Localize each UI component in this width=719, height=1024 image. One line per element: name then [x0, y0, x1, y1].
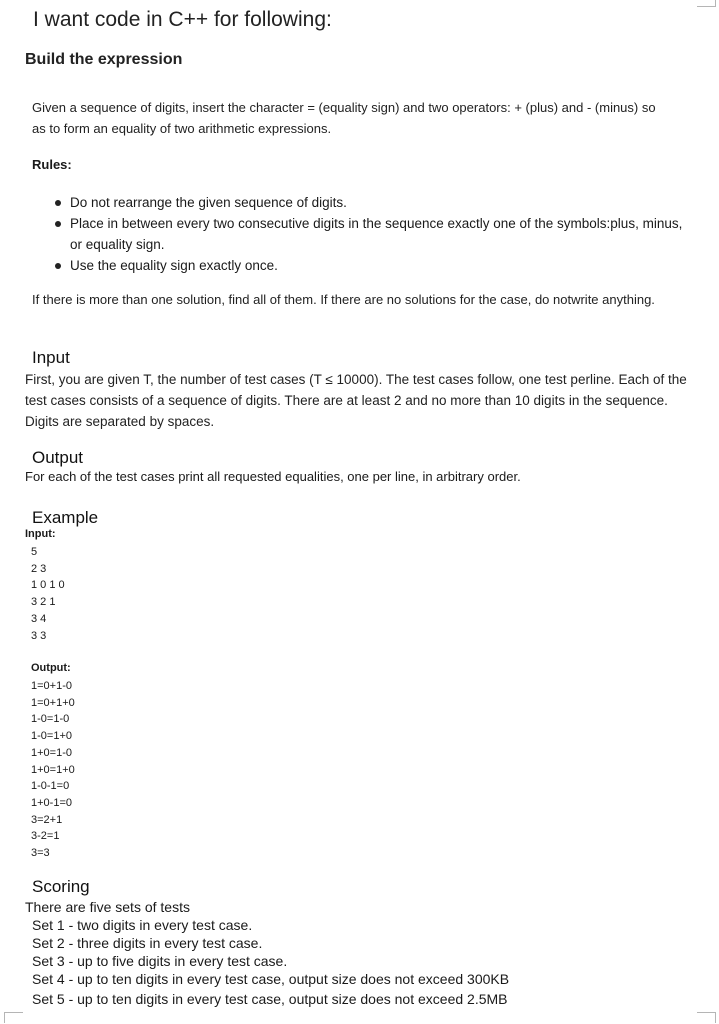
example-input-label: Input: [25, 528, 56, 540]
rule-item: Do not rearrange the given sequence of digits. [52, 192, 692, 213]
scoring-set-item: Set 1 - two digits in every test case. [32, 917, 253, 933]
example-input-lines [31, 544, 65, 644]
rules-list [52, 192, 692, 276]
example-input-line: 3 4 [31, 612, 47, 625]
example-input-line: 5 [31, 546, 38, 558]
example-input-line: 3 2 1 [31, 596, 56, 609]
problem-title: Build the expression [25, 51, 183, 68]
rule-item: Use the equality sign exactly once. [52, 255, 692, 276]
scoring-set-item: Set 5 - up to ten digits in every test case, output size does not exceed 2.5MB [32, 991, 508, 1007]
example-heading: Example [32, 508, 99, 527]
example-input-line: 3 3 [31, 629, 47, 642]
example-output-line: 3=3 [31, 847, 50, 860]
page-corner-mark [697, 0, 716, 7]
multiple-solutions-note: If there is more than one solution, find all of them. If there are no solutions for the case, do notwrite anything. [32, 292, 655, 307]
example-output-line: 1=0+1-0 [31, 680, 72, 692]
example-input-line: 2 3 [31, 562, 47, 575]
problem-intro: Given a sequence of digits, insert the character = (equality sign) and two operators: + (plus) and - (minus) so as to form an equality of two arithmetic expressions. [32, 100, 656, 136]
scoring-set-item: Set 3 - up to five digits in every test case. [32, 953, 288, 969]
example-output-line: 1-0=1-0 [31, 713, 70, 726]
example-output-line: 3=2+1 [31, 813, 63, 826]
scoring-set-item: Set 2 - three digits in every test case. [32, 935, 263, 951]
example-input-line: 1 0 1 0 [31, 579, 65, 592]
question-title: I want code in C++ for following: [33, 8, 332, 31]
page-corner-mark [4, 1012, 23, 1023]
rule-item: Place in between every two consecutive digits in the sequence exactly one of the symbols:plus, minus, or equality sign. [52, 213, 692, 255]
example-output-line: 1-0-1=0 [31, 780, 70, 793]
rules-heading: Rules: [32, 157, 72, 172]
example-output-line: 3-2=1 [31, 830, 60, 843]
example-output-line: 1+0-1=0 [31, 796, 72, 809]
example-output-line: 1-0=1+0 [31, 730, 72, 743]
scoring-intro: There are five sets of tests [25, 899, 190, 915]
output-description: For each of the test cases print all requested equalities, one per line, in arbitrary order. [25, 469, 521, 484]
example-output-lines [31, 678, 75, 862]
input-description: First, you are given T, the number of test cases (T ≤ 10000). The test cases follow, one test perline. Each of the test cases consists of a sequence of digits. There are at least 2 and no more than 10 digits in the sequence. Digits are separated by spaces. [25, 372, 687, 429]
example-output-line: 1+0=1-0 [31, 746, 72, 759]
scoring-heading: Scoring [32, 877, 90, 896]
page-corner-mark [697, 1012, 716, 1023]
example-output-line: 1=0+1+0 [31, 696, 75, 709]
scoring-sets [32, 916, 509, 1008]
example-output-label: Output: [31, 662, 71, 674]
example-output-line: 1+0=1+0 [31, 763, 75, 776]
scoring-set-item: Set 4 - up to ten digits in every test case, output size does not exceed 300KB [32, 971, 510, 987]
input-heading: Input [32, 348, 70, 367]
output-heading: Output [32, 448, 84, 467]
